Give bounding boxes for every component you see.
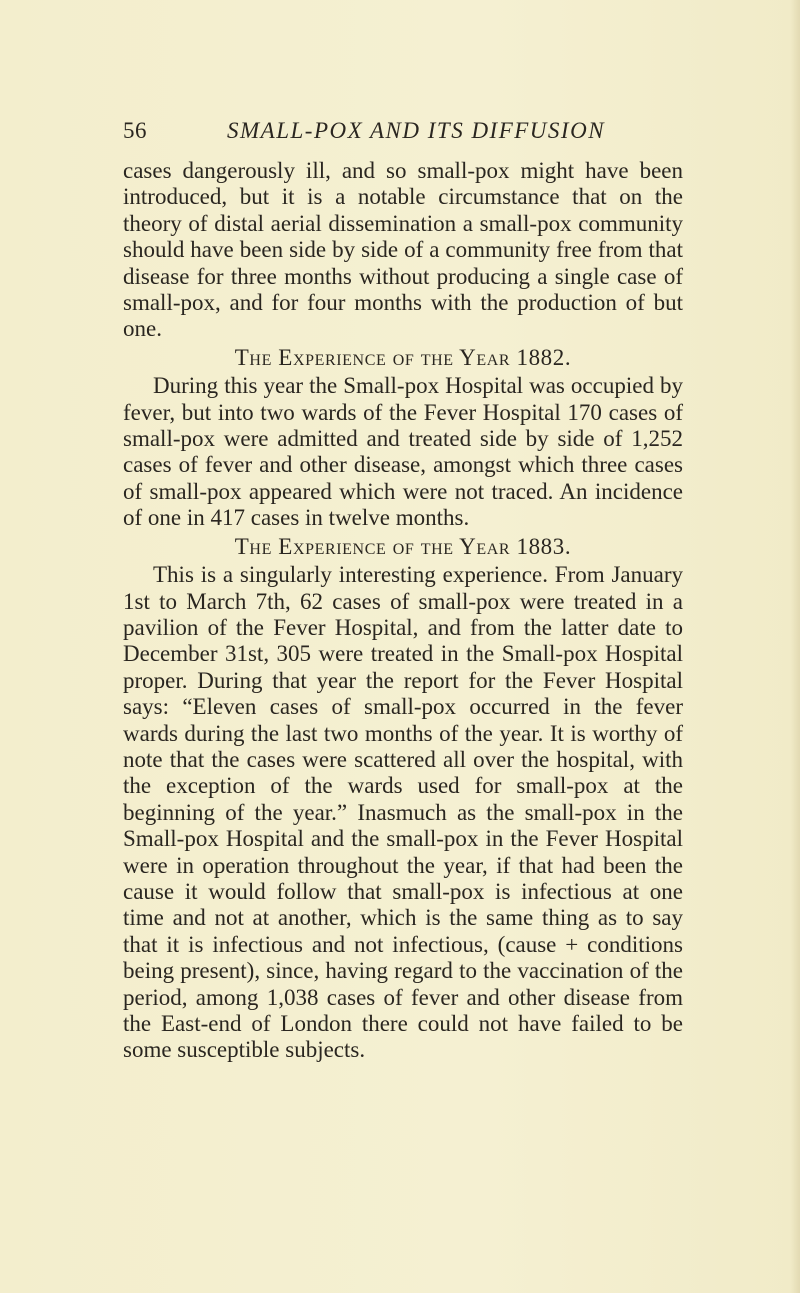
- body-text: [123, 158, 683, 1064]
- page-edge-shadow: [790, 0, 800, 1293]
- section-heading-1883: The Experience of the Year 1883.: [234, 533, 572, 559]
- page-number: 56: [123, 118, 147, 143]
- running-head: [123, 118, 683, 148]
- paragraph-continuation: cases dangerously ill, and so small-pox might have been introduced, but it is a notable circumstance that on the theory of distal aerial dissemination a small-pox community should have been side by side of a community free from that disease for three months without producing a single case of small-pox, and for four months with the production of but one.: [123, 158, 683, 342]
- running-title: SMALL-POX AND ITS DIFFUSION: [227, 118, 606, 143]
- section-heading-1882: The Experience of the Year 1882.: [234, 344, 572, 370]
- paragraph-1883: This is a singularly interesting experience. From January 1st to March 7th, 62 cases of small-pox were treated in a pavilion of the Fever Hospital, and from the latter date to December 31st, 305 were treated in the Small-pox Hospital proper. During that year the report for the Fever Hospital says: “Eleven cases of small-pox occurred in the fever wards during the last two months of the year. It is worthy of note that the cases were scattered all over the hospital, with the exception of the wards used for small-pox at the beginning of the year.” Inasmuch as the small-pox in the Small-pox Hospital and the small-pox in the Fever Hospital were in operation throughout the year, if that had been the cause it would follow that small-pox is infectious at one time and not at another, which is the same thing as to say that it is infectious and not infectious, (cause + conditions being present), since, having regard to the vaccination of the period, among 1,038 cases of fever and other disease from the East-end of London there could not have failed to be some susceptible subjects.: [123, 562, 683, 1063]
- paragraph-1882: During this year the Small-pox Hospital was occupied by fever, but into two wards of the Fever Hospital 170 cases of small-pox were admitted and treated side by side of 1,252 cases of fever and other disease, amongst which three cases of small-pox appeared which were not traced. An incidence of one in 417 cases in twelve months.: [123, 373, 683, 531]
